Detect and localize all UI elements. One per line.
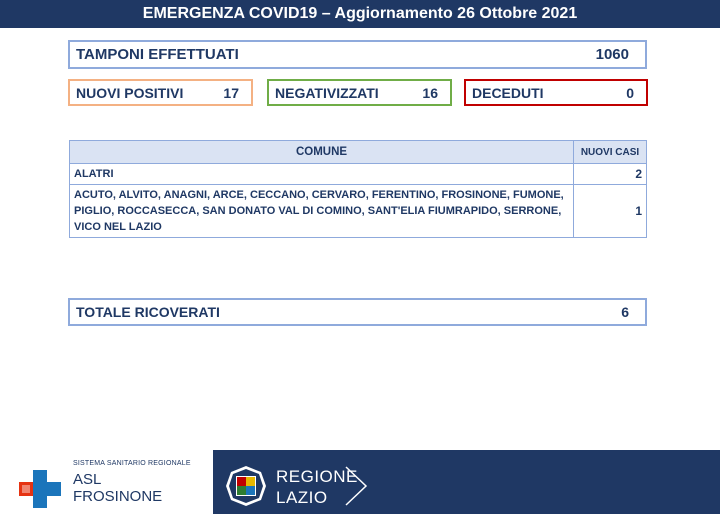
totale-ricoverati-value: 6: [621, 304, 629, 320]
asl-line1: ASL: [73, 471, 102, 488]
comune-cell: ACUTO, ALVITO, ANAGNI, ARCE, CECCANO, CERVARO, FERENTINO, FROSINONE, FUMONE, PIGLIO, ROCCASECCA, SAN DONATO VAL DI COMINO, SANT'ELIA FIUMRAPIDO, SERRONE, VICO NEL LAZIO: [70, 185, 574, 238]
nuovi-positivi-value: 17: [223, 84, 239, 101]
totale-ricoverati-label: TOTALE RICOVERATI: [76, 304, 220, 320]
asl-line2: FROSINONE: [73, 488, 163, 505]
column-header-comune: COMUNE: [70, 141, 574, 164]
negativizzati-value: 16: [422, 84, 438, 101]
tamponi-value: 1060: [595, 46, 629, 63]
table-row: [70, 185, 647, 238]
regione-line1: REGIONE: [276, 467, 358, 486]
asl-cross-logo-icon: [19, 470, 61, 508]
asl-name: [73, 471, 162, 505]
deceduti-value: 0: [626, 84, 634, 101]
comune-cell: ALATRI: [70, 164, 574, 185]
chevron-right-icon: [340, 465, 380, 507]
table-row: [70, 164, 647, 185]
deceduti-box: [464, 79, 648, 106]
nuovi-positivi-label: NUOVI POSITIVI: [76, 84, 184, 101]
tamponi-label: TAMPONI EFFETTUATI: [76, 46, 239, 63]
negativizzati-label: NEGATIVIZZATI: [275, 84, 379, 101]
asl-subtitle: SISTEMA SANITARIO REGIONALE: [73, 460, 191, 467]
totale-ricoverati-box: [68, 298, 647, 326]
page-title: EMERGENZA COVID19 – Aggiornamento 26 Ottobre 2021: [0, 0, 720, 28]
nuovi-casi-cell: 1: [574, 185, 647, 238]
regione-line2: LAZIO: [276, 488, 328, 507]
deceduti-label: DECEDUTI: [472, 84, 544, 101]
tamponi-box: [68, 40, 647, 69]
comuni-table: [69, 140, 647, 238]
negativizzati-box: [267, 79, 452, 106]
column-header-nuovi-casi: NUOVI CASI: [574, 141, 647, 164]
nuovi-casi-cell: 2: [574, 164, 647, 185]
nuovi-positivi-box: [68, 79, 253, 106]
regione-lazio-emblem-icon: [225, 465, 267, 507]
table-header-row: [70, 141, 647, 164]
